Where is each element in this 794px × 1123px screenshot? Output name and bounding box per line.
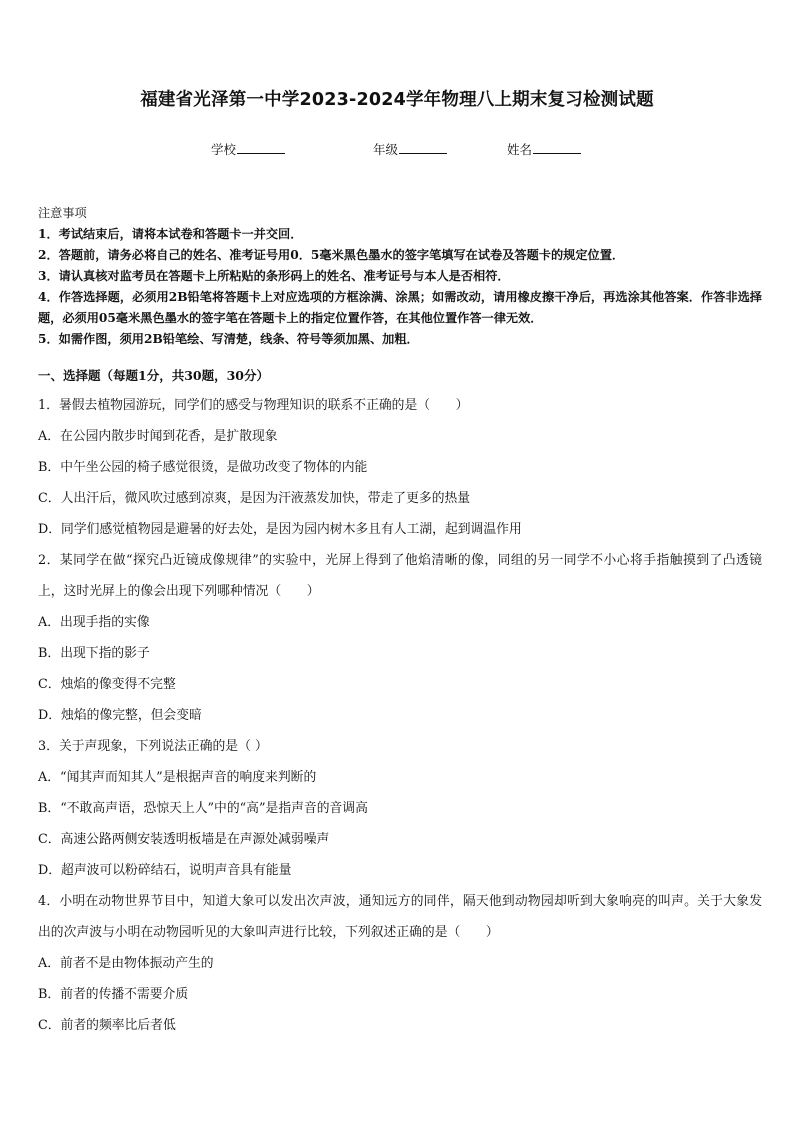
option: A．在公园内散步时闻到花香，是扩散现象 [38, 429, 278, 444]
name-blank [533, 141, 581, 154]
option: A．出现手指的实像 [38, 615, 150, 630]
option: C．烛焰的像变得不完整 [38, 677, 176, 692]
notice-heading: 注意事项 [38, 206, 87, 220]
section-heading: 一、选择题（每题1分，共30题，30分） [38, 368, 269, 383]
school-blank [237, 141, 285, 154]
option: B．“不敢高声语，恐惊天上人”中的“高”是指声音的音调高 [38, 801, 368, 816]
option: B．出现下指的影子 [38, 646, 150, 661]
notice-item: 3．请认真核对监考员在答题卡上所粘贴的条形码上的姓名、准考证号与本人是否相符． [38, 269, 510, 283]
option: A．“闻其声而知其人”是根据声音的响度来判断的 [38, 770, 317, 785]
school-field [211, 140, 285, 158]
name-label: 姓名 [507, 142, 533, 157]
notice-item: 5．如需作图，须用2B铅笔绘、写清楚，线条、符号等须加黑、加粗． [38, 332, 419, 346]
option: D．同学们感觉植物园是避暑的好去处，是因为园内树木多且有人工湖，起到调温作用 [38, 522, 522, 537]
grade-field [373, 140, 447, 158]
question-stem: 4．小明在动物世界节目中，知道大象可以发出次声波，通知远方的同伴，隔天他到动物园却听到大象响亮的叫声。关于大象发出的次声波与小明在动物园听见的大象叫声进行比较，下列叙述正确的是（ ） [38, 894, 762, 940]
notice-section [38, 203, 762, 350]
question-stem: 2．某同学在做“探究凸近镜成像规律”的实验中，光屏上得到了他焰清晰的像，同组的另一同学不小心将手指触摸到了凸透镜上，这时光屏上的像会出现下列哪种情况（ ） [38, 553, 762, 599]
option: A．前者不是由物体振动产生的 [38, 956, 214, 971]
question-stem: 1．暑假去植物园游玩，同学们的感受与物理知识的联系不正确的是（ ） [38, 398, 469, 413]
option: C．前者的频率比后者低 [38, 1018, 176, 1033]
page-title: 福建省光泽第一中学2023-2024学年物理八上期末复习检测试题 [140, 90, 654, 110]
question-stem: 3．关于声现象，下列说法正确的是（ ） [38, 739, 268, 754]
notice-item: 4．作答选择题，必须用2B铅笔将答题卡上对应选项的方框涂满、涂黑；如需改动，请用橡皮擦干净后，再选涂其他答案．作答非选择题，必须用05毫米黑色墨水的签字笔在答题卡上的指定位置作答，在其他位置作答一律无效． [38, 290, 762, 325]
option: C．高速公路两侧安装透明板墙是在声源处减弱噪声 [38, 832, 330, 847]
school-label: 学校 [211, 142, 237, 157]
notice-item: 2．答题前，请务必将自己的姓名、准考证号用0．5毫米黑色墨水的签字笔填写在试卷及答题卡的规定位置． [38, 248, 625, 262]
option: D．超声波可以粉碎结石，说明声音具有能量 [38, 863, 292, 878]
option: C．人出汗后，微风吹过感到凉爽，是因为汗液蒸发加快，带走了更多的热量 [38, 491, 471, 506]
option: D．烛焰的像完整，但会变暗 [38, 708, 202, 723]
option: B．前者的传播不需要介质 [38, 987, 189, 1002]
questions-section [38, 366, 762, 1041]
student-info-row [0, 140, 794, 160]
grade-label: 年级 [373, 142, 399, 157]
notice-item: 1．考试结束后，请将本试卷和答题卡一并交回． [38, 227, 303, 241]
name-field [507, 140, 581, 158]
grade-blank [399, 141, 447, 154]
option: B．中午坐公园的椅子感觉很烫，是做功改变了物体的内能 [38, 460, 368, 475]
